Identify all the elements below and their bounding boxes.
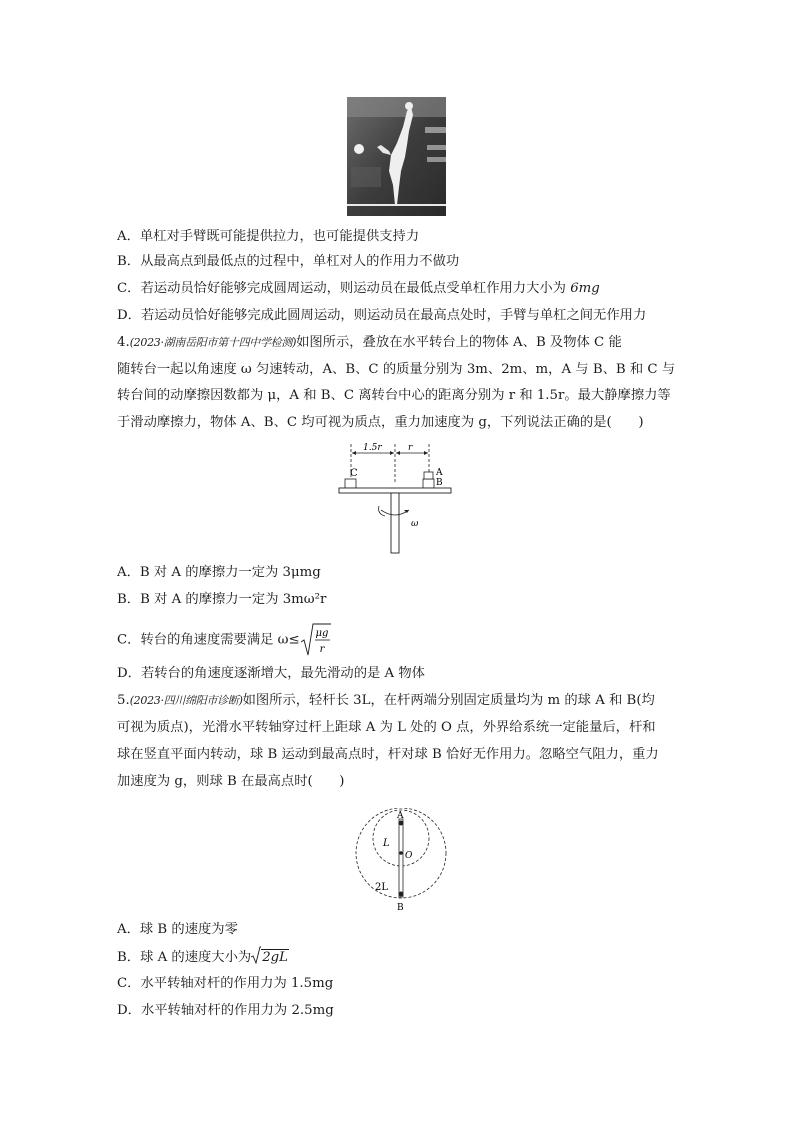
q4-source: (2023·湖南岳阳市第十四中学检测) (129, 336, 297, 349)
q5-stem-line-4: 加速度为 g，则球 B 在最高点时( ) (117, 774, 345, 789)
q5-stem-line-3: 球在竖直平面内转动，球 B 运动到最高点时，杆对球 B 恰好无作用力。忽略空气阻力，重力 (117, 747, 659, 762)
q5-stem-line-2: 可视为质点)，光滑水平转轴穿过杆上距球 A 为 L 处的 O 点，外界给系统一定能量后，杆和 (117, 720, 656, 735)
label-r: r (408, 443, 413, 453)
label-2l: 2L (375, 882, 389, 893)
q4-stem-line-1 (117, 333, 622, 353)
q3-option-c-text: C．若运动员恰好能够完成圆周运动，则运动员在最低点受单杠作用力大小为 (117, 281, 571, 296)
label-a: A (436, 468, 443, 478)
q4-stem-line-4: 于滑动摩擦力，物体 A、B、C 均可视为质点，重力加速度为 g，下列说法正确的是( ) (117, 415, 644, 430)
label-1-5r: 1.5r (363, 443, 382, 453)
q4-option-c (117, 622, 332, 658)
label-ball-b: B (397, 903, 404, 913)
q5-option-d: D．水平转轴对杆的作用力为 2.5mg (117, 1003, 334, 1018)
gymnast-photo (347, 97, 446, 216)
q5-number: 5. (117, 693, 130, 708)
q5-option-c: C．水平转轴对杆的作用力为 1.5mg (117, 976, 334, 991)
label-b: B (436, 478, 443, 488)
label-l: L (383, 838, 390, 849)
sqrt-sign (251, 946, 261, 971)
q4-option-c-text: C．转台的角速度需要满足 ω≤ (117, 632, 300, 648)
turntable-diagram (335, 442, 460, 557)
q5-text-1: 如图所示，轻杆长 3L，在杆两端分别固定质量均为 m 的球 A 和 B(均 (242, 693, 655, 708)
q4-option-a: A．B 对 A 的摩擦力一定为 3μmg (117, 565, 321, 580)
q3-option-b: B．从最高点到最低点的过程中，单杠对人的作用力不做功 (117, 254, 460, 269)
q5-stem-line-1 (117, 691, 655, 711)
q4-text-1: 如图所示，叠放在水平转台上的物体 A、B 及物体 C 能 (296, 335, 622, 350)
fraction-numerator: μg (315, 628, 329, 639)
q4-stem-line-2: 随转台一起以角速度 ω 匀速转动，A、B、C 的质量分别为 3m、2m、m，A 与 B、B 和 C 与 (117, 362, 676, 377)
q5-option-a: A．球 B 的速度为零 (117, 922, 238, 937)
label-omega: ω (411, 519, 419, 529)
q3-option-a: A．单杠对手臂既可能提供拉力，也可能提供支持力 (117, 229, 420, 244)
q4-option-d: D．若转台的角速度逐渐增大，最先滑动的是 A 物体 (117, 666, 425, 681)
q5-option-b-value: 2gL (262, 950, 289, 965)
q4-stem-line-3: 转台间的动摩擦因数都为 μ，A 和 B、C 离转台中心的距离分别为 r 和 1.5r。最大静摩擦力等 (117, 388, 671, 403)
q3-option-d: D．若运动员恰好能够完成此圆周运动，则运动员在最高点处时，手臂与单杠之间无作用力 (117, 308, 647, 323)
q4-number: 4. (117, 335, 130, 350)
q3-option-c (117, 279, 600, 299)
q4-option-b: B．B 对 A 的摩擦力一定为 3mω²r (117, 592, 327, 607)
rod-circle-diagram (345, 808, 457, 916)
sqrt-fraction (300, 622, 332, 658)
q3-option-c-value: 6mg (570, 281, 600, 296)
label-c: C (350, 468, 358, 479)
q5-option-b (117, 946, 289, 971)
q5-option-b-text: B．球 A 的速度大小为 (117, 950, 252, 965)
label-o: O (405, 851, 413, 861)
label-ball-a: A (397, 811, 404, 821)
q5-source: (2023·四川绵阳市诊断) (129, 694, 243, 707)
fraction-denominator: r (319, 644, 325, 655)
